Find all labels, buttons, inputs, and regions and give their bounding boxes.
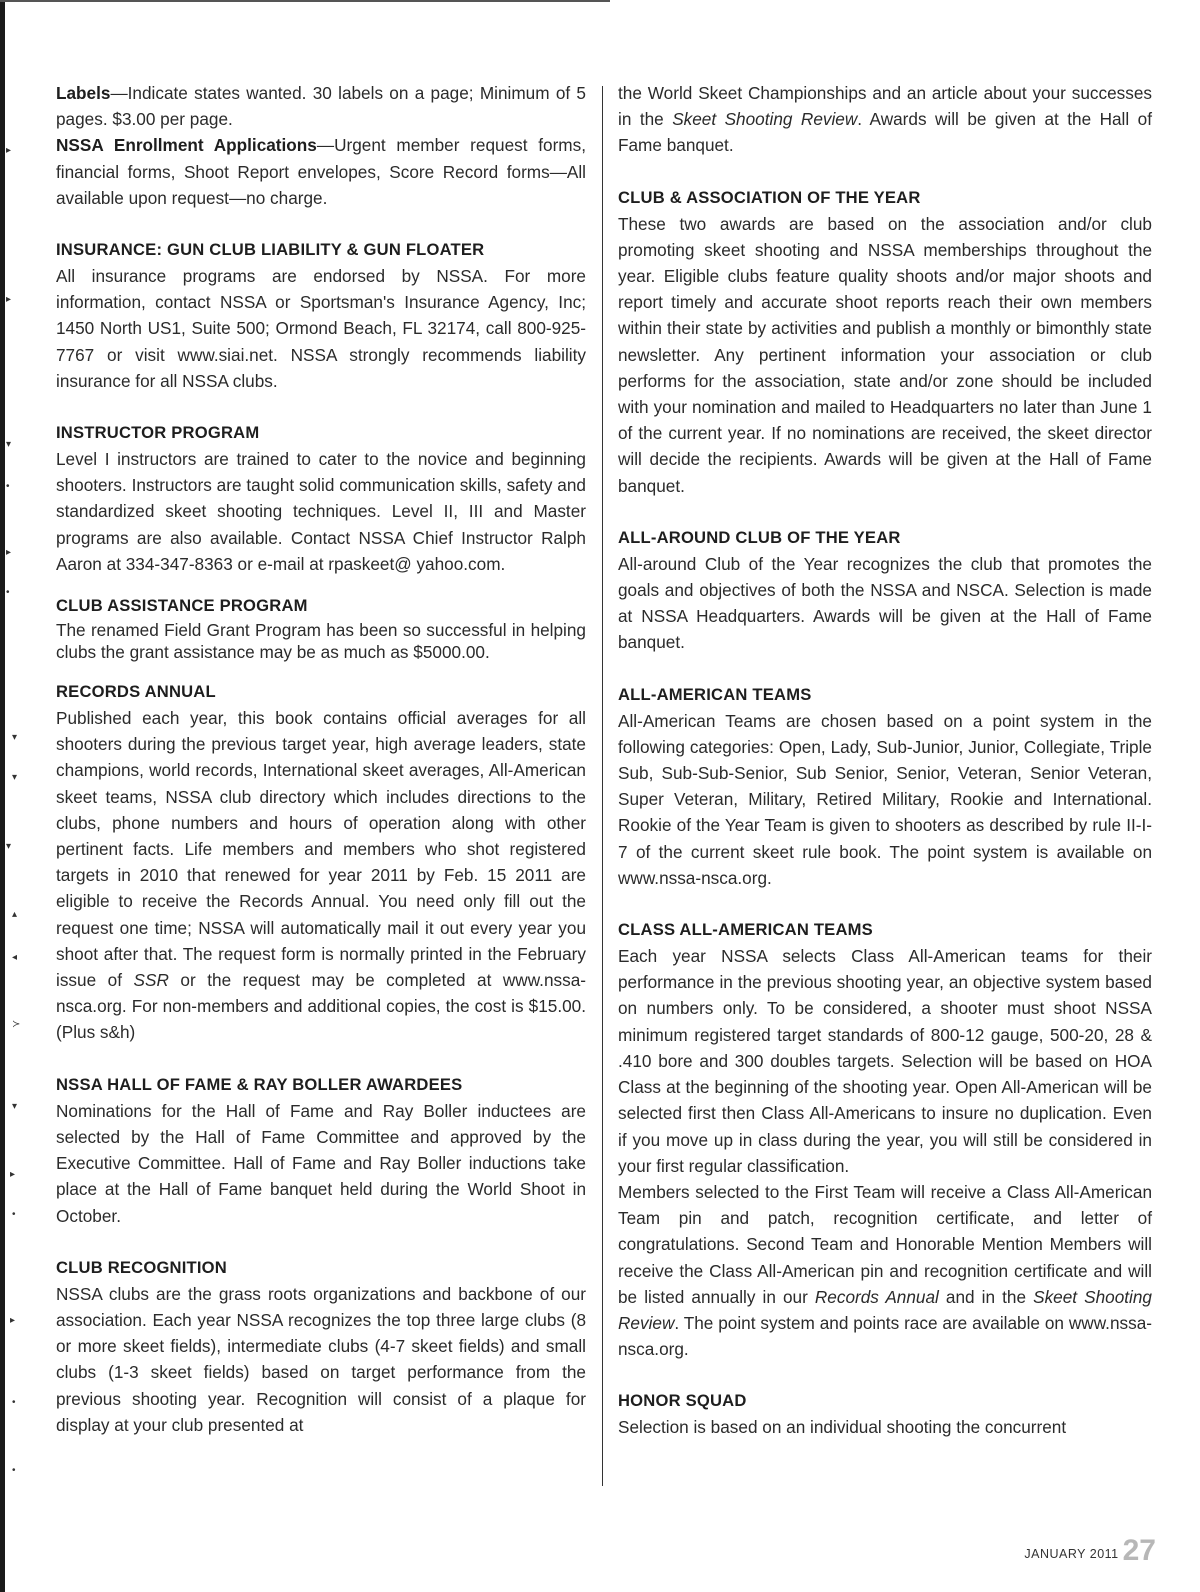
labels-text: —Indicate states wanted. 30 labels on a page; Minimum of 5 pages. $3.00 per page. [56,83,586,130]
spacer [56,1229,586,1255]
club-recognition-heading: CLUB RECOGNITION [56,1257,227,1277]
class-aa-ssr-title: Skeet Shooting Review [618,1286,1152,1333]
club-assoc-body: These two awards are based on the association and/or club promoting skeet shooting and NSSA memberships throughout the year. Eligible clubs feature quality shoots and/or major shoots and report timely and accurate shoot reports reach their own members within their state by activities and publish a monthly or bimonthly state newsletter. Any pertinent information your association or club performs for the association, state and/or zone should be included with your nomination and mailed to Headquarters no later than June 1 of the current year. If no nominations are received, the skeet director will decide the recipients. Awards will be given at the Hall of Fame banquet. [618,213,1152,496]
honor-squad-heading: HONOR SQUAD [618,1391,747,1411]
class-aa-records-annual: Records Annual [814,1286,939,1307]
records-body-ssr: SSR [133,970,169,991]
right-column [618,80,1152,1441]
class-aa-text-c: . The point system and points race are available on www.nssa-nsca.org. [618,1312,1152,1360]
continued-ssr-title: Skeet Shooting Review [672,109,858,130]
spacer [618,499,1152,525]
page-footer [1024,1536,1156,1566]
spacer [618,656,1152,682]
class-aa-text-a: Members selected to the First Team will receive a Class All-American Team pin and patch, recognition certificate, and letter of congratulations. Second Team and Honorable Mention Members will receive the Class All-American pin and recognition certificate and will be listed annually in our [618,1181,1152,1307]
club-assoc-heading: CLUB & ASSOCIATION OF THE YEAR [618,187,921,207]
class-aa-text-b: and in the [938,1286,1034,1307]
spacer [618,159,1152,185]
spacer [56,663,586,679]
enrollment-paragraph [56,132,586,211]
instructor-heading: INSTRUCTOR PROGRAM [56,423,260,443]
records-body-2: or the request may be completed at www.nssa-nsca.org. For non-members and additional copies, the cost is $15.00. (Plus s&h) [56,970,586,1043]
all-around-heading: ALL-AROUND CLUB OF THE YEAR [618,527,901,547]
class-all-american-body-2 [618,1179,1152,1362]
hall-of-fame-body: Nominations for the Hall of Fame and Ray Boller inductees are selected by the Hall of Fame Committee and approved by the Executive Committee. Hall of Fame and Ray Boller inductions take place at the Hall of Fame banquet held during the World Shoot in October. [56,1100,586,1226]
spacer [56,577,586,593]
all-around-body: All-around Club of the Year recognizes the club that promotes the goals and objectives of both the NSSA and NSCA. Selection is made at NSSA Headquarters. Awards will be given at the Hall of Fame banquet. [618,553,1152,653]
spacer [56,394,586,420]
column-divider [602,86,603,1486]
spacer [618,1362,1152,1388]
class-all-american-heading: CLASS ALL-AMERICAN TEAMS [618,920,873,940]
spacer [56,1046,586,1072]
club-assistance-body: The renamed Field Grant Program has been so successful in helping clubs the grant assistance may be as much as $5000.00. [56,620,586,663]
spacer [618,891,1152,917]
continued-text-2: . Awards will be given at the Hall of Fame banquet. [618,109,1152,156]
records-body [56,705,586,1046]
hall-of-fame-heading: NSSA HALL OF FAME & RAY BOLLER AWARDEES [56,1074,463,1094]
instructor-body: Level I instructors are trained to cater to the novice and beginning shooters. Instructors are taught solid communication skills, safety and standardized skeet shooting techniques. Level II, III and Master programs are also available. Contact NSSA Chief Instructor Ralph Aaron at 334-347-8363 or e-mail at rpaskeet@ yahoo.com. [56,449,586,574]
honor-squad-body: Selection is based on an individual shooting the concurrent [618,1417,1067,1438]
spacer [56,211,586,237]
top-crop-line [0,0,610,2]
enrollment-text: —Urgent member request forms, financial forms, Shoot Report envelopes, Score Record forms—All available upon request—no charge. [56,135,586,208]
margin-scan-marks: ▸ ▸ ▾ • ▸ • ▾ ▾ ▾ ▴ ◂ ≻ ▾ ▸ • ▸ • • [6,145,21,1476]
labels-paragraph [56,80,586,132]
all-american-heading: ALL-AMERICAN TEAMS [618,684,812,704]
enrollment-lead: NSSA Enrollment Applications [56,135,317,156]
continued-paragraph [618,80,1152,159]
issue-date: JANUARY 2011 [1024,1547,1119,1561]
class-all-american-body-1: Each year NSSA selects Class All-American teams for their performance in the previous shooting year, an objective system based on numbers only. To be considered, a shooter must shoot NSSA minimum registered target standards of 800-12 gauge, 500-20, 28 & .410 bore and 300 doubles targets. Selection will be based on HOA Class at the beginning of the shooting year. Open All-American will be selected first then Class All-Americans to insure no duplication. Even if you move up in class during the year, you will still be considered in your first regular classification. [618,946,1152,1176]
continued-text-1: the World Skeet Championships and an article about your successes in the [618,83,1152,130]
records-heading: RECORDS ANNUAL [56,682,216,702]
all-american-body: All-American Teams are chosen based on a point system in the following categories: Open, Lady, Sub-Junior, Junior, Collegiate, Triple Sub, Sub-Sub-Senior, Sub Senior, Senior, Veteran, Senior Veteran, Super Veteran, Military, Retired Military, Rookie and International. Rookie of the Year Team is given to shooters as described by rule II-I-7 of the current skeet rule book. The point system is available on www.nssa-nsca.org. [618,710,1152,888]
club-recognition-body: NSSA clubs are the grass roots organizations and backbone of our association. Each year NSSA recognizes the top three large clubs (8 or more skeet fields), intermediate clubs (4-7 skeet fields) and small clubs (1-3 skeet fields) based on target performance from the previous shooting year. Recognition will consist of a plaque for display at your club presented at [56,1283,586,1435]
page-number: 27 [1122,1534,1156,1567]
records-body-1: Published each year, this book contains official averages for all shooters during the previous target year, high average leaders, state champions, world records, International skeet averages, All-American skeet teams, NSSA club directory which includes directions to the clubs, phone numbers and hours of operation along with other pertinent facts. Life members and members who shot registered targets in 2010 that renewed for year 2011 by Feb. 15 2011 are eligible to receive the Records Annual. You need only fill out the request one time; NSSA will automatically mail it out every year you shoot after that. The request form is normally printed in the February issue of [56,708,586,991]
club-assistance-heading: CLUB ASSISTANCE PROGRAM [56,596,308,616]
insurance-heading: INSURANCE: GUN CLUB LIABILITY & GUN FLOATER [56,240,485,260]
insurance-body: All insurance programs are endorsed by NSSA. For more information, contact NSSA or Sportsman's Insurance Agency, Inc; 1450 North US1, Suite 500; Ormond Beach, FL 32174, call 800-925-7767 or visit www.siai.net. NSSA strongly recommends liability insurance for all NSSA clubs. [56,266,586,391]
labels-lead: Labels [56,83,111,103]
left-column [56,80,586,1438]
